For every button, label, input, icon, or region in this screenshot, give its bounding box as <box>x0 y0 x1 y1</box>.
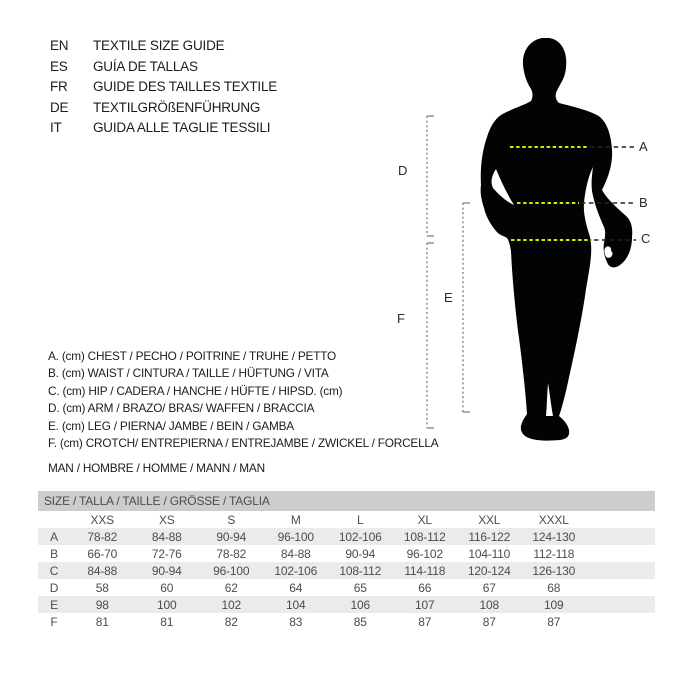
corner-cell <box>38 511 70 528</box>
size-value-cell: 87 <box>418 614 432 629</box>
size-value-cell: 67 <box>482 580 496 595</box>
size-column-header: S <box>199 511 264 528</box>
legend-line: E. (cm) LEG / PIERNA/ JAMBE / BEIN / GAMBA <box>48 418 294 433</box>
size-value-cell: 96-102 <box>406 546 443 561</box>
language-title: GUIDA ALLE TAGLIE TESSILI <box>93 120 271 136</box>
marker-hip: C <box>641 231 651 246</box>
size-value-cell: 82 <box>224 614 238 629</box>
table-row <box>38 545 655 562</box>
marker-chest: A <box>639 139 648 154</box>
filler-cell <box>586 511 655 528</box>
marker-arm: D <box>398 163 408 178</box>
size-column-header: XL <box>393 511 458 528</box>
size-value-cell: 84-88 <box>70 562 135 579</box>
filler-cell <box>586 545 655 562</box>
size-value-cell: 102-106 <box>264 562 329 579</box>
size-value-cell: 83 <box>289 614 303 629</box>
size-column-header: M <box>264 511 329 528</box>
table-row <box>38 528 655 545</box>
size-value-cell: 104-110 <box>468 546 511 561</box>
size-value-cell: 96-100 <box>199 562 264 579</box>
size-value-cell: 81 <box>95 614 109 629</box>
size-column-header: XXL <box>457 511 522 528</box>
size-value-cell: 72-76 <box>151 546 182 561</box>
size-value-cell: 66-70 <box>87 546 118 561</box>
size-columns-row <box>38 511 655 528</box>
size-value-cell: 62 <box>224 580 238 595</box>
marker-crotch: F <box>397 311 405 326</box>
size-value-cell: 85 <box>353 614 367 629</box>
size-value-cell: 84-88 <box>280 546 311 561</box>
size-value-cell: 100 <box>135 596 200 613</box>
size-value-cell: 96-100 <box>264 528 329 545</box>
marker-leg: E <box>444 290 453 305</box>
language-title: TEXTILE SIZE GUIDE <box>93 38 225 53</box>
size-value-cell: 109 <box>522 596 587 613</box>
size-value-cell: 98 <box>70 596 135 613</box>
size-column-header: XS <box>135 511 200 528</box>
language-title: GUIDE DES TAILLES TEXTILE <box>93 79 278 95</box>
table-row <box>38 579 655 596</box>
size-table <box>38 491 655 630</box>
row-label: B <box>50 546 58 561</box>
size-value-cell: 64 <box>289 580 303 595</box>
legend-line: B. (cm) WAIST / CINTURA / TAILLE / HÜFTUNG / VITA <box>48 366 329 381</box>
size-value-cell: 104 <box>264 596 329 613</box>
size-value-cell: 66 <box>418 580 432 595</box>
language-code: DE <box>50 99 69 115</box>
size-value-cell: 87 <box>547 614 561 629</box>
language-title: GUÍA DE TALLAS <box>93 58 198 74</box>
table-row <box>38 596 655 613</box>
language-code: IT <box>50 120 62 136</box>
measurement-legend <box>48 348 438 478</box>
size-column-header: XXXL <box>522 511 587 528</box>
row-label: D <box>49 580 59 595</box>
table-row <box>38 613 655 630</box>
size-value-cell: 124-130 <box>522 528 587 545</box>
size-value-cell: 78-82 <box>216 546 247 561</box>
size-value-cell: 108-112 <box>393 528 458 545</box>
size-value-cell: 87 <box>482 614 496 629</box>
filler-cell <box>586 596 655 613</box>
size-value-cell: 114-118 <box>393 562 458 579</box>
size-value-cell: 60 <box>160 580 174 595</box>
size-value-cell: 78-82 <box>70 528 135 545</box>
size-value-cell: 102-106 <box>328 528 393 545</box>
marker-waist: B <box>639 195 648 210</box>
size-value-cell: 108 <box>457 596 522 613</box>
legend-line: D. (cm) ARM / BRAZO/ BRAS/ WAFFEN / BRACCIA <box>48 401 315 416</box>
filler-cell <box>586 562 655 579</box>
size-value-cell: 107 <box>393 596 458 613</box>
size-value-cell: 90-94 <box>199 528 264 545</box>
size-value-cell: 112-118 <box>533 546 575 561</box>
language-code: EN <box>50 38 69 53</box>
row-label: E <box>38 596 70 613</box>
size-value-cell: 65 <box>353 580 367 595</box>
row-label: F <box>50 614 58 629</box>
size-value-cell: 120-124 <box>457 562 522 579</box>
gender-line: MAN / HOMBRE / HOMME / MANN / MAN <box>48 461 265 476</box>
size-value-cell: 58 <box>95 580 109 595</box>
size-value-cell: 106 <box>328 596 393 613</box>
size-value-cell: 116-122 <box>457 528 522 545</box>
size-value-cell: 126-130 <box>522 562 587 579</box>
language-code: FR <box>50 79 68 95</box>
legend-line: A. (cm) CHEST / PECHO / POITRINE / TRUHE / PETTO <box>48 349 336 363</box>
row-label: C <box>38 562 70 579</box>
legend-line: C. (cm) HIP / CADERA / HANCHE / HÜFTE / HIPSD. (cm) <box>48 383 343 398</box>
size-column-header: XXS <box>70 511 135 528</box>
table-row <box>38 562 655 579</box>
filler-cell <box>586 579 655 596</box>
size-table-title: SIZE / TALLA / TAILLE / GRÖSSE / TAGLIA <box>38 491 655 511</box>
size-value-cell: 68 <box>547 580 561 595</box>
size-value-cell: 90-94 <box>135 562 200 579</box>
row-label: A <box>38 528 70 545</box>
size-grid <box>38 511 655 630</box>
language-code: ES <box>50 58 68 74</box>
size-value-cell: 102 <box>199 596 264 613</box>
size-value-cell: 90-94 <box>345 546 376 561</box>
size-column-header: L <box>328 511 393 528</box>
filler-cell <box>586 528 655 545</box>
size-value-cell: 108-112 <box>328 562 393 579</box>
filler-cell <box>586 613 655 630</box>
legend-line: F. (cm) CROTCH/ ENTREPIERNA / ENTREJAMBE / ZWICKEL / FORCELLA <box>48 436 439 451</box>
size-value-cell: 84-88 <box>135 528 200 545</box>
size-value-cell: 81 <box>160 614 174 629</box>
language-title: TEXTILGRÖßENFÜHRUNG <box>93 99 261 115</box>
